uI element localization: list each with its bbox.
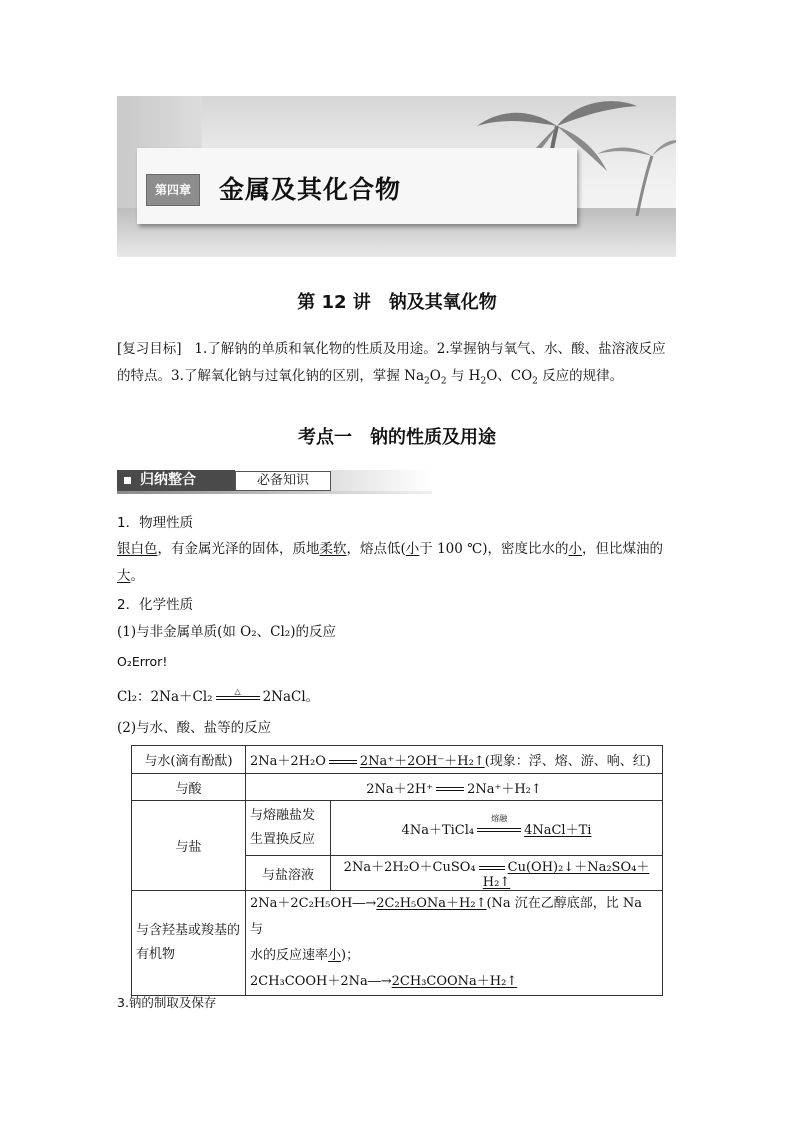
physical-text-6: 于 100 ℃)，密度比水的 (419, 541, 569, 557)
section-title: 考点一 钠的性质及用途 (298, 427, 496, 448)
solution-label: 与盐溶液 (246, 856, 331, 891)
water-equation (246, 746, 663, 774)
organic-eq2-reactants: 2CH₃COOH＋2Na―→ (250, 974, 392, 989)
organic-label: 与含羟基或羧基的有机物 (132, 891, 246, 996)
review-goals-o: O (429, 368, 441, 384)
review-goals-line1: 1.了解钠的单质和氧化物的性质及用途。2.掌握钠与氧气、水、酸、盐溶液反应 (194, 341, 666, 357)
chemical-sub2: (2)与水、酸、盐等的反应 (117, 720, 272, 736)
acid-eq-products: 2Na⁺＋H₂↑ (467, 781, 542, 797)
table-row-organic (132, 891, 663, 996)
molten-condition-equals (477, 814, 521, 837)
molten-equation (331, 801, 663, 856)
bar-light-label: 必备知识 (235, 471, 331, 491)
chemical-heading: 2．化学性质 (117, 597, 194, 613)
bar-underline (117, 491, 432, 494)
review-goals-co: O、CO (486, 368, 533, 384)
chapter-title: 金属及其化合物 (219, 175, 402, 204)
o2-error-line: O₂Error! (117, 654, 168, 669)
chapter-banner (117, 96, 676, 257)
review-goals: [复习目标] 1.了解钠的单质和氧化物的性质及用途。2.掌握钠与氧气、水、酸、盐溶液反应 的特点。3.了解氧化钠与过氧化钠的区别，掌握 $Na_2O_2$ 与 $H_2O$、$CO_2$ 反应的规律。 (117, 341, 666, 387)
physical-blank-4: 小 (568, 541, 582, 557)
cl2-product: 2NaCl。 (262, 689, 320, 705)
solution-eq-products: Cu(OH)₂↓＋Na₂SO₄＋H₂↑ (482, 860, 650, 890)
water-eq-products: 2Na⁺＋2OH⁻＋H₂↑ (359, 754, 485, 769)
review-goals-h: 与 H (446, 368, 481, 384)
organic-eq1-note: (Na 沉在乙醇底部，比 Na 与 (250, 896, 643, 937)
review-goals-label: [复习目标] (117, 341, 182, 357)
table-row-molten (132, 801, 663, 856)
review-goals-end: 反应的规律。 (537, 368, 624, 384)
physical-text-10: 。 (130, 568, 144, 584)
acid-eq-reactants: 2Na＋2H⁺ (366, 781, 434, 797)
square-icon (124, 477, 131, 484)
chemical-sub1: (1)与非金属单质(如 O₂、Cl₂)的反应 (117, 624, 336, 640)
molten-condition: 熔融 (491, 814, 508, 823)
equals-sign (436, 782, 464, 796)
physical-text (117, 536, 682, 590)
cl2-reactants: Cl₂：2Na＋Cl₂ (117, 689, 213, 705)
acid-label: 与酸 (132, 774, 246, 801)
next-heading: 3.钠的制取及保存 (117, 995, 217, 1010)
molten-label: 与熔融盐发生置换反应 (246, 801, 331, 856)
physical-text-2: ，有金属光泽的固体，质地 (157, 541, 320, 557)
water-eq-reactants: 2Na＋2H₂O (250, 754, 326, 769)
water-label: 与水(滴有酚酞) (132, 746, 246, 774)
heat-icon: △ (234, 686, 241, 696)
molten-eq-products: 4NaCl＋Ti (524, 822, 592, 838)
physical-text-8: ，但比煤油的 (582, 541, 663, 557)
reaction-table (131, 745, 663, 996)
heat-condition-equals (216, 686, 260, 705)
chapter-tag: 第四章 (146, 174, 200, 206)
molten-eq-reactants: 4Na＋TiCl₄ (401, 822, 475, 838)
organic-eq2-products: 2CH₃COONa＋H₂↑ (391, 974, 518, 989)
organic-eq1-end: )； (341, 948, 360, 963)
physical-heading: 1．物理性质 (117, 515, 194, 531)
water-eq-phenomena: (现象：浮、熔、游、响、红) (484, 754, 651, 769)
organic-eq1-reactants: 2Na＋2C₂H₅OH―→ (250, 896, 377, 911)
organic-eq1-blank: 小 (328, 948, 342, 963)
bar-dark-text: 归纳整合 (140, 472, 196, 488)
physical-blank-1: 银白色 (117, 541, 158, 557)
table-row-water (132, 746, 663, 774)
organic-eq1-note2: 水的反应速率 (250, 948, 329, 963)
solution-equation (331, 856, 663, 891)
physical-blank-3: 小 (405, 541, 420, 557)
solution-eq-reactants: 2Na＋2H₂O＋CuSO₄ (343, 860, 476, 875)
acid-equation (246, 774, 663, 801)
equals-sign (479, 861, 505, 875)
organic-equations (246, 891, 663, 996)
cl2-reaction (117, 686, 319, 708)
physical-blank-2: 柔软 (319, 541, 347, 557)
lesson-title: 第 12 讲 钠及其氧化物 (297, 292, 497, 313)
chapter-title-box (137, 148, 577, 224)
review-goals-line2: 的特点。3.了解氧化钠与过氧化钠的区别，掌握 Na (117, 368, 425, 384)
bar-tail (331, 470, 431, 491)
organic-eq1-products: 2C₂H₅ONa＋H₂↑ (376, 896, 487, 911)
section-bar (117, 470, 432, 494)
bar-dark-label (117, 470, 235, 491)
physical-blank-5: 大 (117, 568, 131, 584)
salt-label: 与盐 (132, 801, 246, 891)
physical-text-4: ，熔点低( (346, 541, 406, 557)
equals-sign (329, 755, 357, 769)
table-row-acid (132, 774, 663, 801)
